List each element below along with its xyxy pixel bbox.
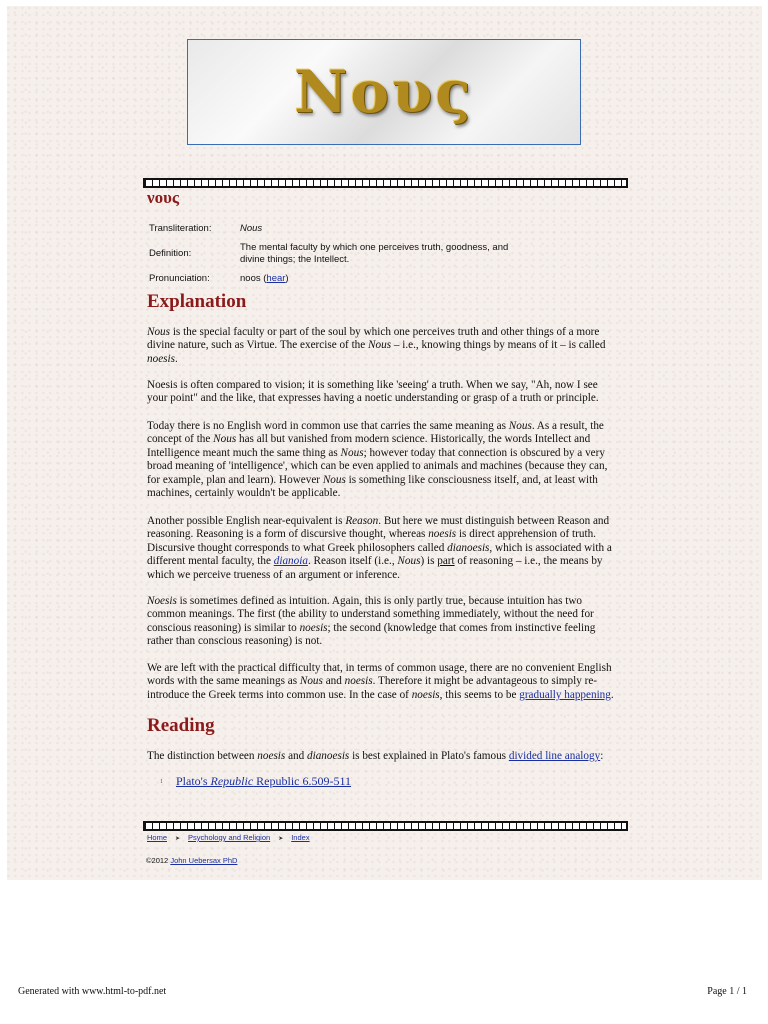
text: . Therefore it might be advantageous to simply re-introduce the Greek terms into common use. In the case of [147, 675, 598, 701]
breadcrumb [147, 833, 310, 842]
text: is sometimes defined as intuition. Again, this is only partly true, because intuition has two common meanings. The first (the ability to understand something immediately, without the need for conscious reasoning) is similar to [147, 595, 594, 634]
explanation-paragraph-4 [147, 515, 620, 582]
term: Nous [322, 473, 346, 486]
text: has all but vanished from modern science. Historically, the words Intellect and Intelligence meant much the same thing as [147, 433, 591, 459]
part-underlined: part [437, 555, 455, 568]
term: noesis [257, 750, 286, 762]
reading-heading: Reading [147, 715, 215, 736]
info-row-transliteration [149, 223, 529, 235]
breadcrumb-arrow-icon: ➤ [278, 836, 284, 842]
term: Nous [340, 446, 364, 459]
text: . [174, 352, 178, 365]
explanation-paragraph-6 [147, 662, 620, 702]
copyright [146, 856, 237, 865]
title-banner [187, 39, 581, 145]
term: Reason [345, 515, 379, 527]
pronunciation-text: noos ( [240, 273, 267, 284]
term: Noesis [147, 595, 177, 607]
info-value [240, 273, 529, 285]
text: is the special faculty or part of the soul by which one perceives truth and other things of a more divine nature, such as Virtue. The exercise of the [147, 326, 600, 352]
term: Nous [397, 555, 421, 568]
term: noesis [411, 688, 440, 701]
explanation-paragraph-5 [147, 595, 620, 649]
copyright-symbol: © [146, 856, 152, 865]
text: ; however today that connection is obscured by a very broad meaning of 'intelligence', which can be even applied to animals and machines (because they can, for example, plan and learn). However [147, 446, 608, 486]
page-number: Page 1 / 1 [707, 986, 747, 997]
text: : [600, 750, 604, 762]
link-italic-text: Republic [210, 774, 254, 788]
link-text: Republic 6.509-511 [253, 774, 352, 788]
text: , this seems to be [439, 688, 520, 701]
author-link[interactable]: John Uebersax PhD [170, 856, 238, 865]
term: dianoesis [307, 750, 350, 762]
text: We are left with the practical difficulty that, in terms of common usage, there are no convenient English words with the same meanings as [147, 662, 612, 688]
explanation-paragraph-2: Noesis is often compared to vision; it is something like 'seeing' a truth. When we say, "Ah, now I see your point" and the like, that expresses having a noetic understanding or grasp of a truth or principle. [147, 379, 599, 405]
text: and [285, 750, 308, 762]
term: Nous [299, 675, 323, 688]
text: ) is [420, 555, 438, 568]
term: dianoesis [447, 541, 490, 554]
info-row-pronunciation [149, 273, 529, 285]
text: The distinction between [147, 750, 258, 762]
text: is direct apprehension of truth. Discursive thought corresponds to what Greek philosophers called [147, 528, 596, 554]
term: Nous [368, 339, 392, 352]
text: , which is associated with a different mental faculty, the [147, 541, 612, 568]
explanation-paragraph-1 [147, 326, 620, 366]
term: Nous [508, 420, 532, 432]
info-label: Transliteration: [149, 223, 212, 234]
term: noesis [299, 621, 328, 634]
reading-paragraph [147, 750, 620, 763]
copyright-year: 2012 [151, 856, 171, 865]
info-label: Pronunciation: [149, 273, 210, 284]
reading-list-item [160, 774, 352, 789]
text: of reasoning – i.e., the means by which we perceive trueness of an argument or inference. [147, 555, 603, 581]
divided-line-link[interactable]: divided line analogy [508, 750, 601, 762]
breadcrumb-home[interactable]: Home [147, 833, 168, 842]
text: is best explained in Plato's famous [349, 750, 509, 762]
banner-title: Nους [294, 58, 474, 126]
term: noesis [344, 675, 373, 688]
dianoia-link[interactable]: dianoia [273, 555, 308, 568]
meander-divider-top [143, 178, 628, 188]
text: . But here we must distinguish between Reason and reasoning. Reasoning is a form of discursive thought, whereas [147, 515, 610, 541]
info-label: Definition: [149, 248, 192, 259]
breadcrumb-psychology-religion[interactable]: Psychology and Religion [188, 833, 271, 842]
list-bullet: 1 [160, 779, 163, 785]
text: is something like consciousness itself, and, at least with machines, certainly wouldn't be applicable. [147, 473, 598, 500]
text: . [610, 688, 614, 701]
text: Another possible English near-equivalent is [147, 515, 346, 527]
explanation-heading: Explanation [147, 291, 247, 312]
info-value: Nous [240, 223, 263, 234]
info-row-definition [149, 242, 529, 266]
gradually-happening-link[interactable]: gradually happening [519, 688, 611, 701]
republic-link[interactable] [176, 774, 351, 788]
term: Nous [147, 326, 171, 338]
text: . Reason itself (i.e., [307, 555, 398, 568]
explanation-paragraph-3 [147, 420, 620, 500]
text: ; the second (knowledge that comes from instinctive feeling rather than conscious reasoning) is not. [147, 621, 596, 648]
info-value: The mental faculty by which one perceives truth, goodness, and divine things; the Intellect. [240, 242, 509, 265]
term: noesis [147, 352, 175, 365]
term: noesis [428, 528, 457, 541]
pronunciation-suffix: ) [285, 273, 289, 284]
link-text: Plato's [176, 774, 211, 788]
hear-link[interactable]: hear [266, 273, 286, 284]
text: – i.e., knowing things by means of it – is called [391, 339, 606, 352]
info-table [149, 223, 529, 292]
term: Nous [213, 433, 237, 446]
text: Today there is no English word in common use that carries the same meaning as [147, 420, 509, 432]
breadcrumb-arrow-icon: ➤ [175, 836, 181, 842]
text: and [322, 675, 345, 688]
text: . As a result, the concept of the [147, 420, 604, 446]
generator-footer: Generated with www.html-to-pdf.net [18, 986, 167, 997]
greek-word: νους [147, 188, 180, 207]
meander-divider-bottom [143, 821, 628, 831]
breadcrumb-index[interactable]: Index [291, 833, 310, 842]
